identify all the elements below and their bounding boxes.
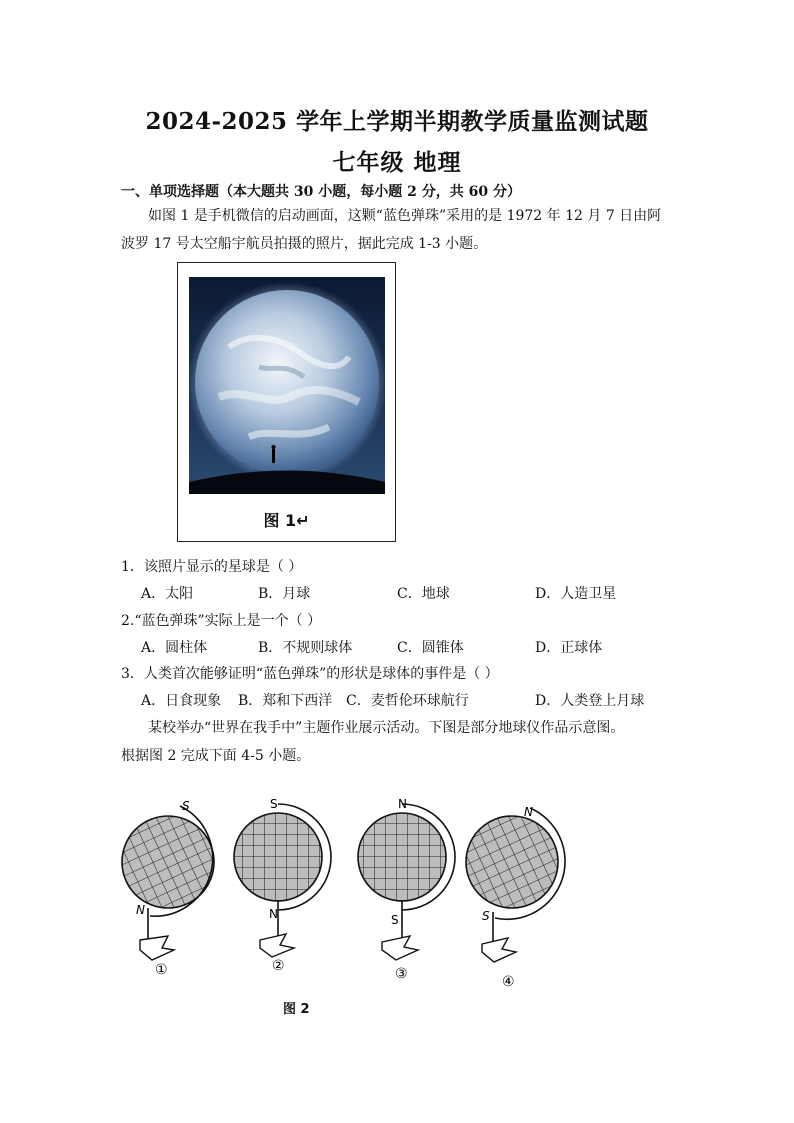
globe-4 [438, 790, 580, 990]
globe-2-number: ② [272, 958, 285, 974]
q2-option-b: B．不规则球体 [258, 640, 353, 656]
globe-1-top-pole: S [182, 799, 190, 813]
q1-option-a: A．太阳 [141, 586, 194, 602]
globe-2-bottom-pole: N [269, 907, 278, 921]
q2-option-d: D．正球体 [535, 640, 603, 656]
globe-3-top-pole: N [398, 797, 407, 811]
globe-4-bottom-pole: S [482, 909, 490, 923]
question-3-stem: 3．人类首次能够证明“蓝色弹珠”的形状是球体的事件是（ ） [121, 666, 499, 682]
globe-3-bottom-pole: S [391, 913, 399, 927]
figure-1-caption: 图 1↵ [263, 511, 310, 530]
q3-option-a: A．日食现象 [141, 693, 222, 709]
q3-option-c: C．麦哲伦环球航行 [346, 693, 469, 709]
question-2-options [141, 637, 641, 657]
page-subtitle: 七年级 地理 [332, 149, 462, 176]
q1-option-c: C．地球 [397, 586, 450, 602]
earth-photo [189, 277, 385, 494]
intro-text-line1: 如图 1 是手机微信的启动画面，这颗“蓝色弹珠”采用的是 1972 年 12 月 7 日由阿 [148, 208, 662, 224]
q3-option-d: D．人类登上月球 [535, 693, 645, 709]
section2-intro-line2: 根据图 2 完成下面 4-5 小题。 [121, 748, 311, 764]
globe-2 [220, 797, 340, 974]
question-3-options [141, 690, 661, 710]
q3-option-b: B．郑和下西洋 [238, 693, 333, 709]
question-1-options [141, 583, 641, 603]
globe-4-number: ④ [502, 974, 515, 990]
globe-1 [110, 790, 249, 978]
section2-intro-line1: 某校举办“世界在我手中”主题作业展示活动。下图是部分地球仪作品示意图。 [148, 720, 625, 736]
globe-3 [350, 797, 470, 982]
question-2-stem: 2.“蓝色弹珠”实际上是一个（ ） [121, 613, 322, 629]
q2-option-c: C．圆锥体 [397, 640, 464, 656]
q1-option-d: D．人造卫星 [535, 586, 617, 602]
globe-4-top-pole: N [524, 805, 533, 819]
question-1-stem: 1．该照片显示的星球是（ ） [121, 559, 303, 575]
q1-option-b: B．月球 [258, 586, 311, 602]
page-title: 2024-2025 学年上学期半期教学质量监测试题 [145, 108, 649, 135]
section-heading: 一、单项选择题（本大题共 30 小题，每小题 2 分，共 60 分） [121, 184, 521, 200]
globe-3-number: ③ [395, 966, 408, 982]
figure-2-caption: 图 2 [283, 1002, 310, 1017]
figure-2-globes [110, 790, 580, 1020]
globe-2-top-pole: S [270, 797, 278, 811]
figure-1 [177, 262, 396, 542]
globe-1-number: ① [155, 962, 168, 978]
intro-text-line2: 波罗 17 号太空船宇航员拍摄的照片，据此完成 1-3 小题。 [121, 236, 488, 252]
globe-1-bottom-pole: N [136, 903, 145, 917]
q2-option-a: A．圆柱体 [141, 640, 208, 656]
